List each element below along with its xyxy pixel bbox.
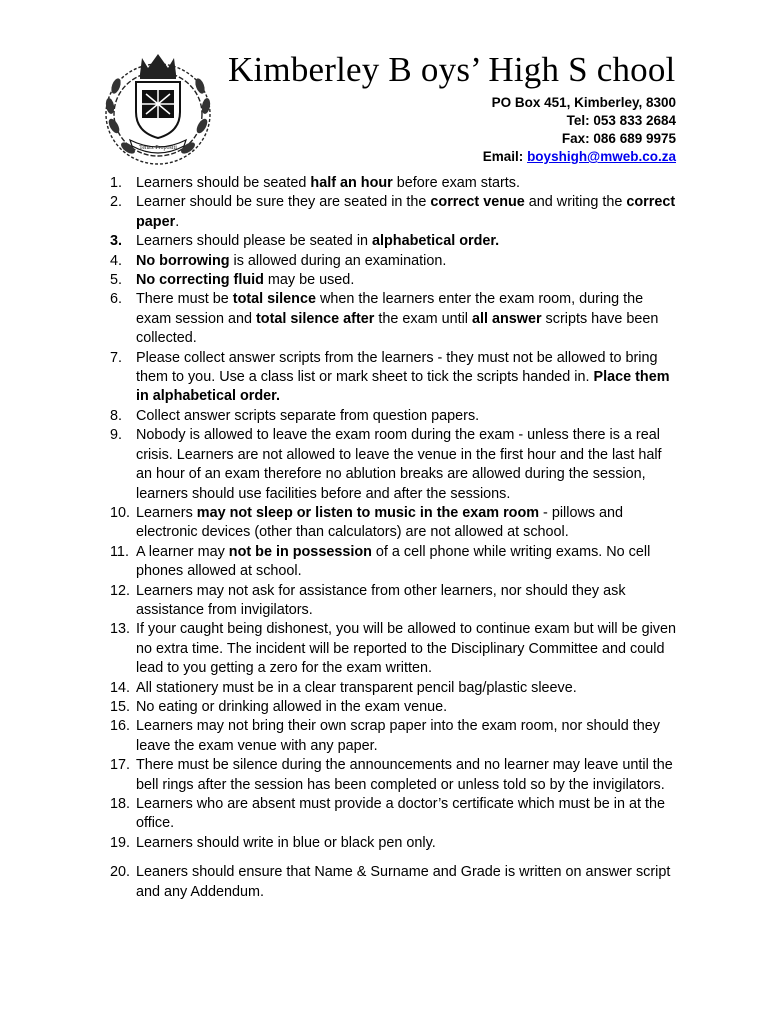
rule-number: 12. [110,582,131,599]
rule-text: . [175,213,180,230]
rule-item [110,232,680,251]
crest-motto: Tenax Propositi [139,145,177,151]
rule-text: may be used. [263,272,355,289]
rule-text: Learners [136,504,197,521]
rule-text: No eating or drinking allowed in the exam venue. [136,698,448,715]
rule-emphasis-text: total silence [232,291,316,308]
address-line: PO Box 451, Kimberley, 8300 [491,95,676,110]
rule-text: the exam until [374,310,472,327]
rule-text: Leaners should ensure that Name & Surname and Grade is written on answer script and any Addendum. [136,864,671,900]
rule-text: Collect answer scripts separate from question papers. [136,407,480,424]
email-line [483,148,676,166]
rule-number: 18. [110,796,131,812]
rule-number: 20. [110,864,131,881]
rule-item [110,795,680,834]
rule-emphasis-text: No borrowing [136,252,230,269]
rule-text: A learner may [136,543,229,560]
rule-number: 11. [110,543,129,560]
rule-number: 3. [110,233,123,250]
rule-item [110,349,680,407]
rule-item [110,834,680,853]
rule-item [110,717,680,756]
rule-emphasis-text: total silence after [256,310,375,327]
email-link[interactable]: boyshigh@mweb.co.za [527,149,676,164]
rule-text: Nobody is allowed to leave the exam room during the exam - unless there is a real crisis. Learners are not allowed to leave the venue in the first hour and the last half an hour of an exam therefore no ablution breaks are allowed during the session, learners should use facilities before and after the sessions. [136,427,662,502]
rule-number: 17. [110,757,131,774]
rule-text: Learners may not ask for assistance from other learners, nor should they ask assistance from invigilators. [136,582,626,618]
rule-text: Learner should be sure they are seated in the [136,194,431,211]
rule-number: 1. [110,175,123,191]
rule-number: 15. [110,698,131,715]
school-name-heading: Kimberley B oys’ High S chool [228,50,676,89]
rule-emphasis-text: may not sleep or listen to music in the exam room [196,504,540,521]
rule-number: 16. [110,718,131,735]
rule-emphasis-text: correct paper [136,194,676,230]
rule-number: 14. [110,679,131,696]
telephone-line: Tel: 053 833 2684 [566,113,676,128]
rule-item [110,174,680,193]
rule-number: 10. [110,504,131,521]
rule-item [110,756,680,795]
rule-number: 6. [110,291,123,308]
rule-text: Learners should be seated [136,175,311,191]
rule-item [110,290,680,348]
rule-item [110,252,680,271]
exam-rules-list [110,174,680,902]
rule-number: 8. [110,407,123,424]
rule-text: All stationery must be in a clear transparent pencil bag/plastic sleeve. [136,679,577,696]
rule-emphasis-text: No correcting fluid [136,272,264,289]
rule-item [110,193,680,232]
rule-text: is allowed during an examination. [229,252,447,269]
rule-item [110,863,680,902]
rule-text: scripts have been collected. [136,310,659,347]
rule-emphasis-text: correct venue [430,194,525,211]
contact-block [483,94,676,166]
rule-number: 13. [110,621,131,638]
rule-item [110,543,680,582]
rule-item [110,698,680,717]
rule-emphasis-text: half an hour [310,175,393,191]
rule-emphasis-text: not be in possession [228,543,372,560]
fax-line: Fax: 086 689 9975 [561,131,676,146]
rule-number: 7. [110,349,123,366]
rule-text: Learners may not bring their own scrap paper into the exam room, nor should they leave the exam venue with any paper. [136,718,660,754]
rule-text: before exam starts. [392,175,520,191]
rule-item [110,582,680,621]
rule-text: There must be silence during the announcements and no learner may leave until the bell rings after the session has been completed or unless told so by the invigilators. [136,757,673,793]
rule-text: of a cell phone while writing exams. No cell phones allowed at school. [136,543,651,580]
rule-item [110,271,680,290]
rule-number: 19. [110,834,131,851]
rule-text: - pillows and electronic devices (other than calculators) are not allowed at school. [136,504,624,541]
rule-number: 2. [110,194,123,211]
rule-text: Learners should write in blue or black pen only. [136,834,436,851]
rule-number: 9. [110,427,123,444]
rule-item [110,426,680,504]
email-label: Email: [482,149,524,164]
rule-text: when the learners enter the exam room, during the exam session and [136,291,644,327]
school-crest-logo [96,46,220,170]
rule-emphasis-text: all answer [471,310,542,327]
rule-text: There must be [136,291,233,308]
rule-item [110,620,680,678]
rule-text: and writing the [524,194,627,211]
rule-item [110,407,680,426]
rule-number: 5. [110,272,123,289]
rule-emphasis-text: alphabetical order. [372,233,500,250]
rule-text: Please collect answer scripts from the learners - they must not be allowed to bring them to you. Use a class list or mark sheet to tick the scripts handed in. [136,349,658,386]
rule-text: If your caught being dishonest, you will be allowed to continue exam but will be given no extra time. The incident will be reported to the Disciplinary Committee and could lead to you getting a zero for the exam written. [136,621,676,677]
rule-text: Learners should please be seated in [136,233,373,250]
rule-emphasis-text: Place them in alphabetical order. [136,369,670,405]
rule-text: Learners who are absent must provide a doctor’s certificate which must be in at the office. [136,796,665,832]
rule-item [110,504,680,543]
rule-item [110,679,680,698]
rule-number: 4. [110,252,123,269]
